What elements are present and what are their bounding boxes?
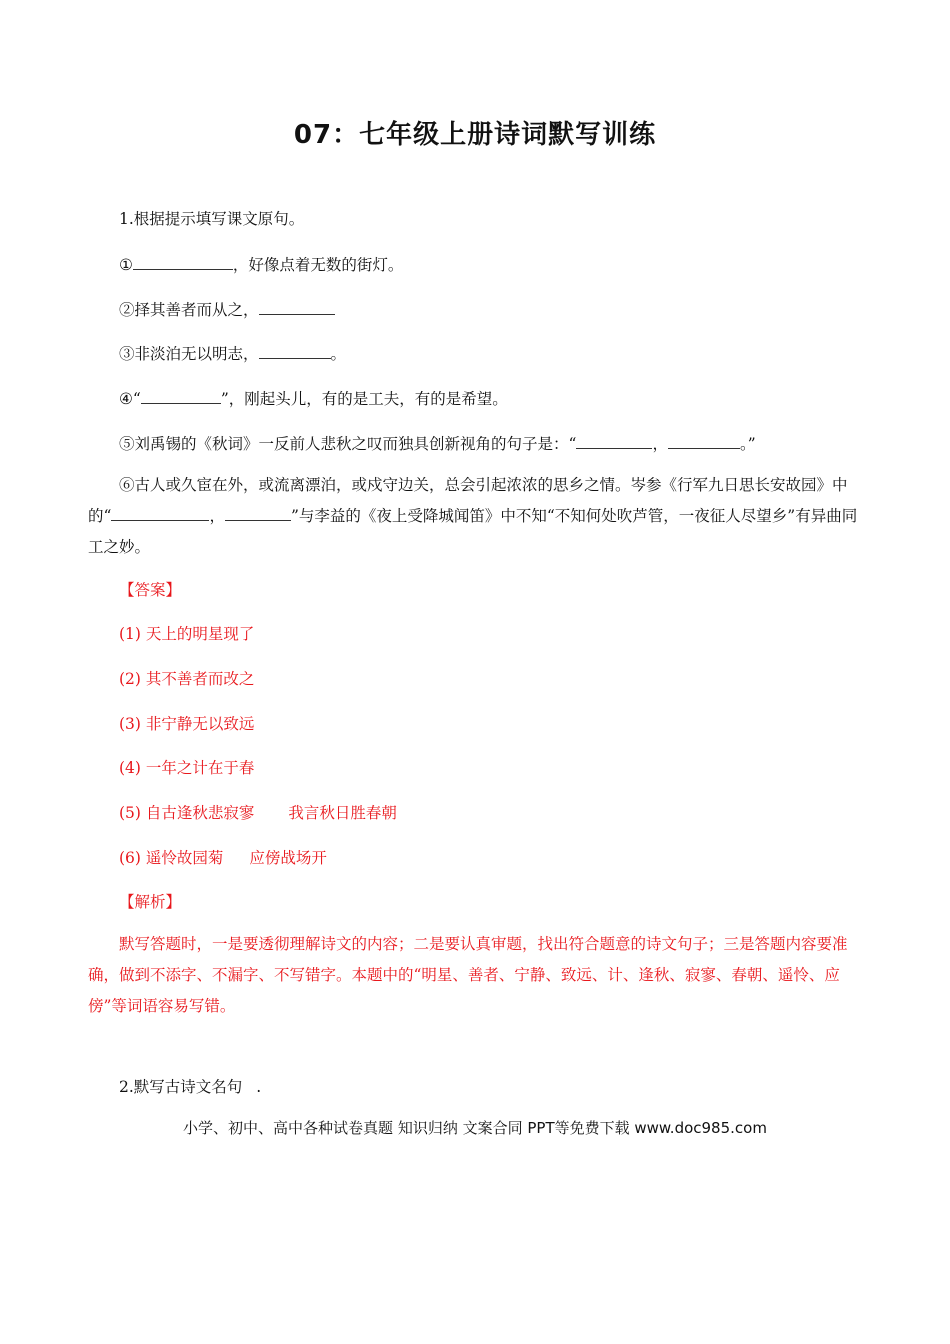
- analysis-label: 【解析】: [119, 893, 182, 911]
- fill-blank: [225, 506, 291, 521]
- fill-blank: [259, 300, 335, 315]
- answer-item-4: (4) 一年之计在于春: [119, 759, 255, 777]
- question-1-item-6: ⑥古人或久宦在外，或流离漂泊，或戍守边关，总会引起浓浓的思乡之情。岑参《行军九日思长安故园》中的“ ， ”与李益的《夜上受降城闻笛》中不知“不知何处吹芦管，一夜征人尽望乡”有异曲同工之妙。: [88, 476, 858, 556]
- question-2-stem: 2.默写古诗文名句 .: [119, 1078, 262, 1096]
- question-1-item-3: ③非淡泊无以明志， 。: [119, 345, 347, 363]
- analysis-text: 默写答题时，一是要透彻理解诗文的内容；二是要认真审题，找出符合题意的诗文句子；三是答题内容要准确，做到不添字、不漏字、不写错字。本题中的“明星、善者、宁静、致远、计、逢秋、寂寥、春朝、遥怜、应傍”等词语容易写错。: [88, 935, 848, 1015]
- fill-blank: [111, 506, 209, 521]
- question-1-item-5: ⑤刘禹锡的《秋词》一反前人悲秋之叹而独具创新视角的句子是：“ ， 。”: [119, 435, 756, 453]
- fill-blank: [141, 389, 221, 404]
- question-1-item-1: ① ，好像点着无数的街灯。: [119, 256, 404, 274]
- question-1-item-4: ④“ ”，刚起头儿，有的是工夫，有的是希望。: [119, 390, 508, 408]
- answer-item-1: (1) 天上的明星现了: [119, 625, 255, 643]
- answer-item-5: (5) 自古逢秋悲寂寥 我言秋日胜春朝: [119, 804, 397, 822]
- footer-ad: 小学、初中、高中各种试卷真题 知识归纳 文案合同 PPT等免费下载 www.doc985.com: [183, 1119, 767, 1137]
- question-1-stem: 1.根据提示填写课文原句。: [119, 210, 305, 228]
- fill-blank: [576, 434, 652, 449]
- question-1-item-2: ②择其善者而从之，: [119, 298, 335, 320]
- answer-label: 【答案】: [119, 581, 182, 599]
- fill-blank: [259, 344, 331, 359]
- fill-blank: [133, 255, 233, 270]
- page-title: 07：七年级上册诗词默写训练: [293, 120, 657, 150]
- answer-item-6: (6) 遥怜故园菊 应傍战场开: [119, 849, 327, 867]
- answer-item-2: (2) 其不善者而改之: [119, 670, 255, 688]
- answer-item-3: (3) 非宁静无以致远: [119, 715, 255, 733]
- fill-blank: [668, 434, 740, 449]
